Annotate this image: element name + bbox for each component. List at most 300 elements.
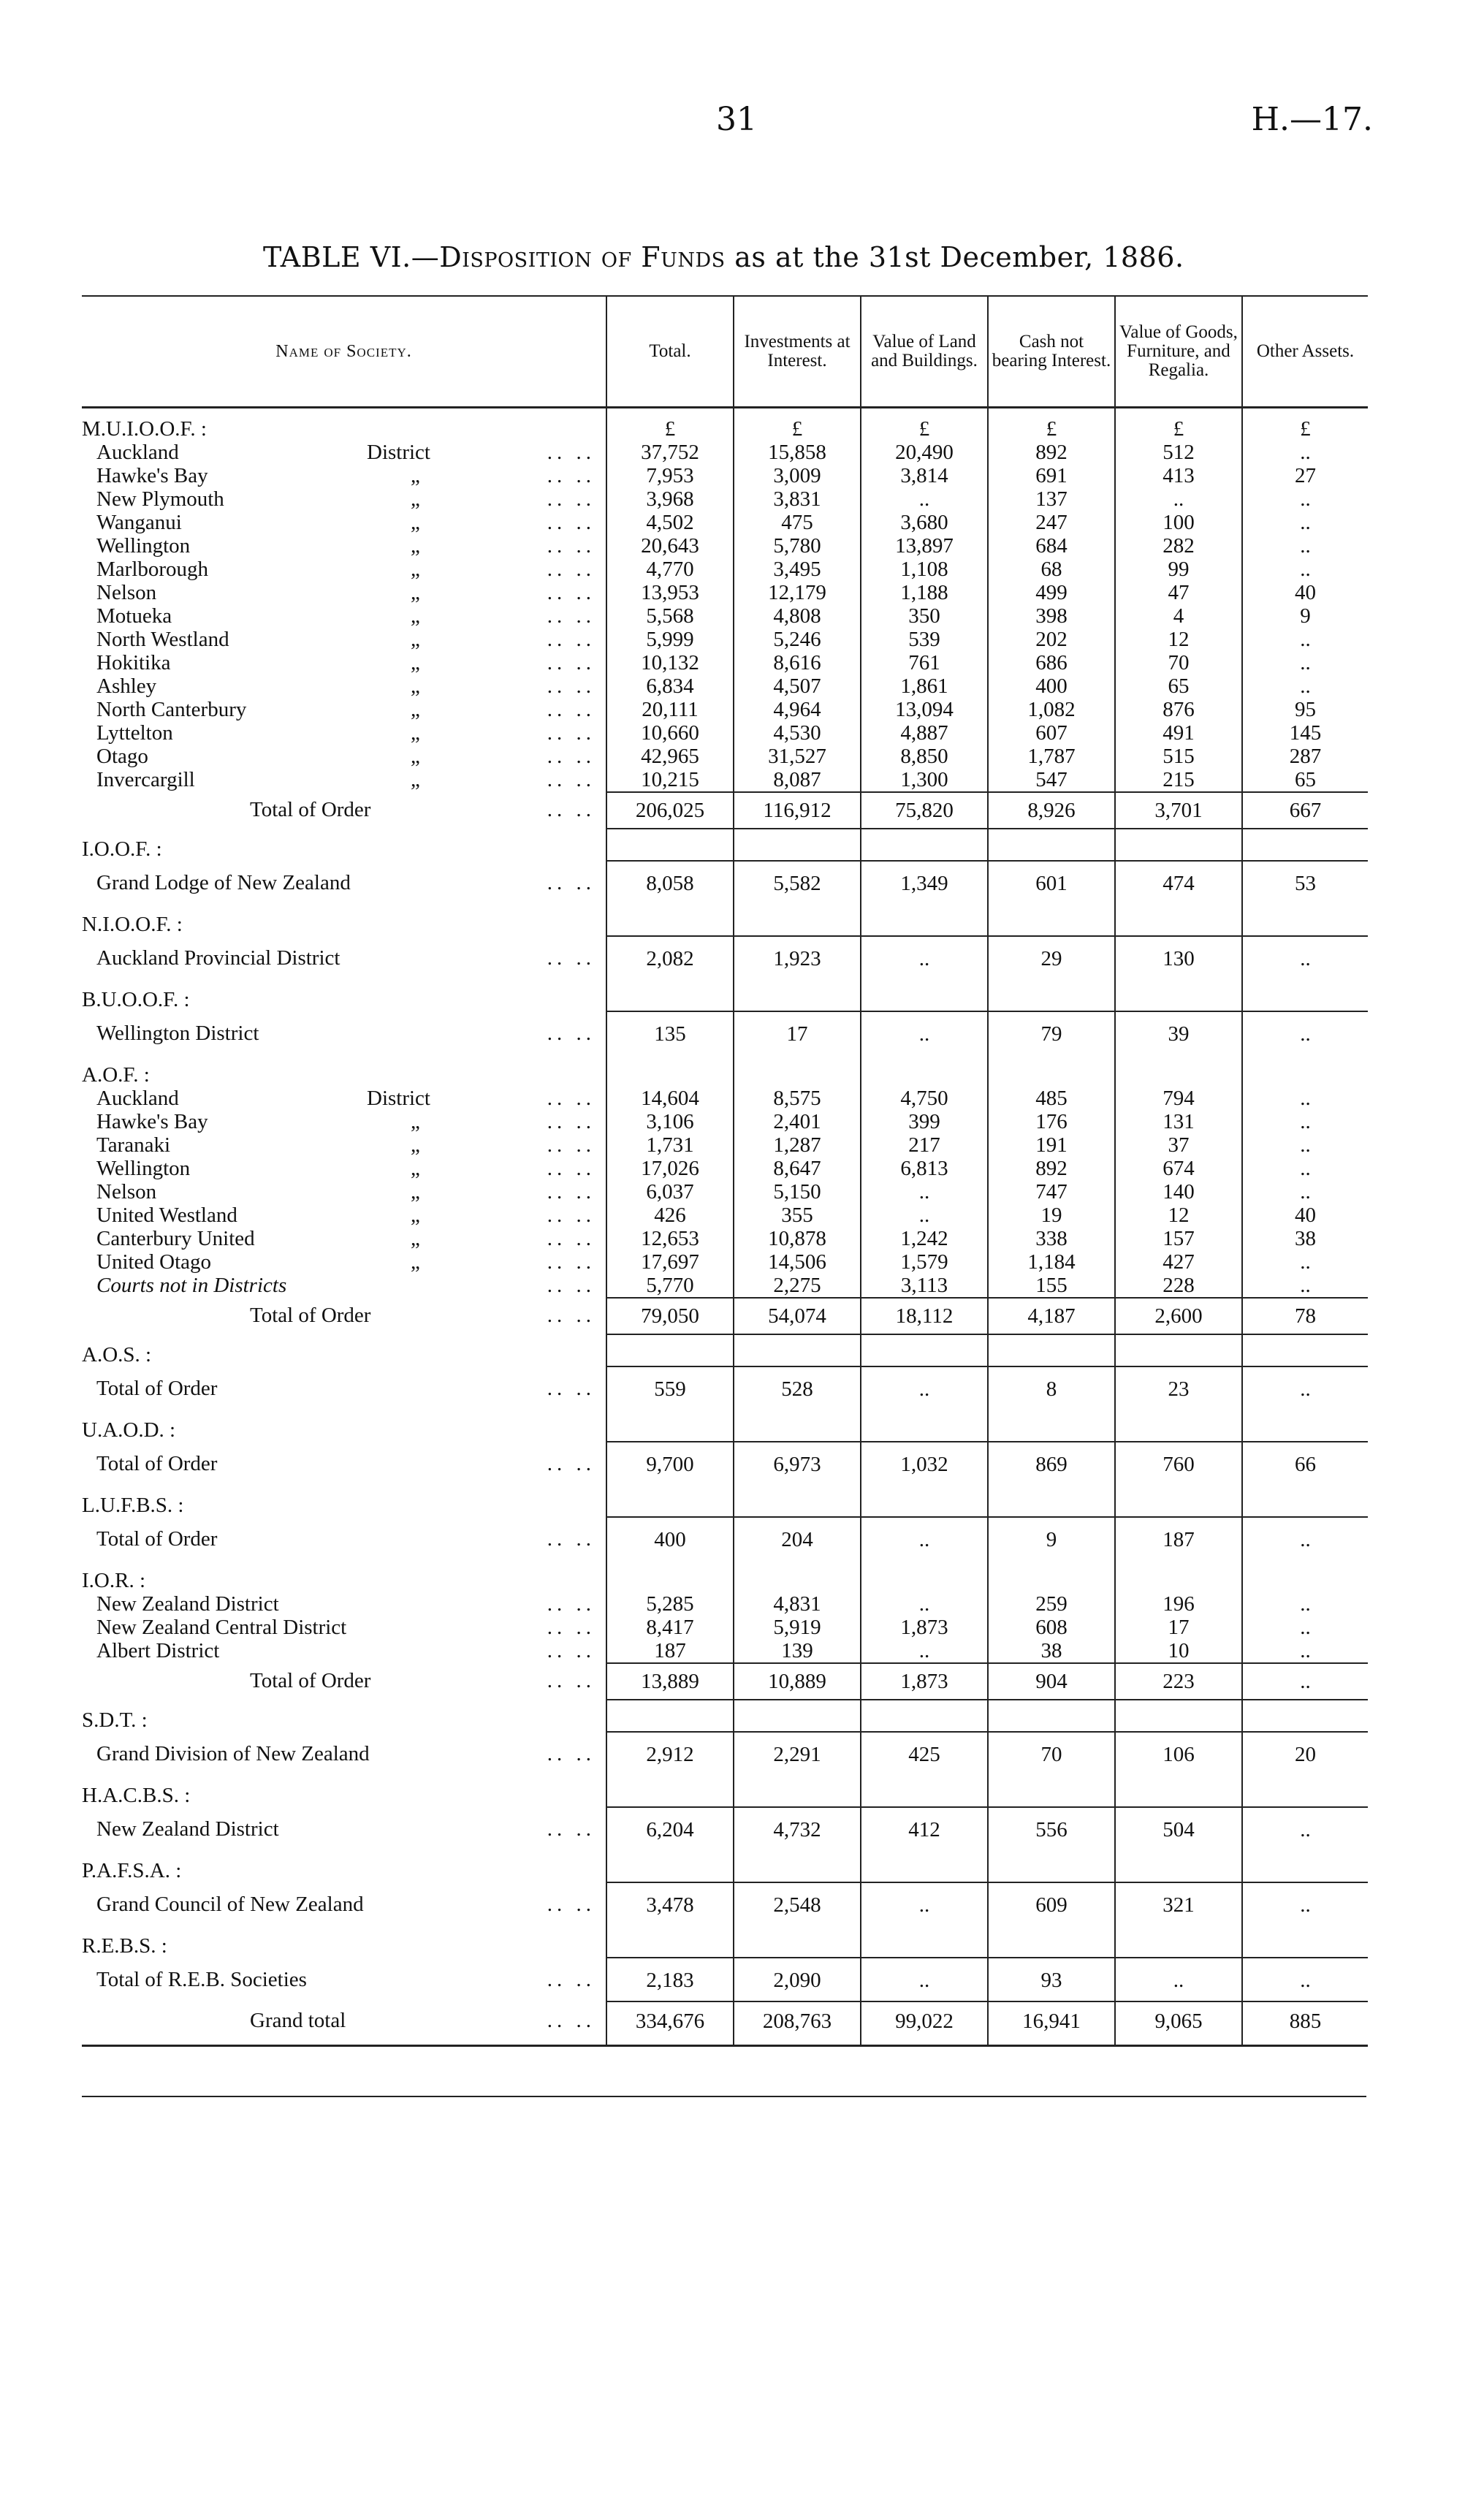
value-cell: 12,653 <box>606 1227 734 1250</box>
data-row <box>82 1732 1368 1775</box>
value-cell: 16,941 <box>988 2001 1115 2046</box>
empty-cell <box>1115 1850 1242 1882</box>
leader-dots: .. .. <box>547 1274 595 1297</box>
document-reference: H.—17. <box>1251 101 1373 138</box>
value-cell: 8,616 <box>734 651 861 674</box>
value-cell: 10,215 <box>606 768 734 792</box>
leader-dots: .. .. <box>547 1204 595 1227</box>
value-cell: 528 <box>734 1366 861 1410</box>
value-cell: 3,968 <box>606 487 734 511</box>
value-cell: 412 <box>861 1807 988 1850</box>
empty-cell <box>1242 1925 1368 1958</box>
empty-cell <box>734 979 861 1011</box>
value-cell: 206,025 <box>606 792 734 829</box>
row-name <box>96 1616 606 1639</box>
leader-dots: .. .. <box>547 441 595 464</box>
row-name-text: Total of Order <box>250 1304 371 1327</box>
row-name <box>96 1274 606 1297</box>
value-cell: .. <box>861 1366 988 1410</box>
value-cell: .. <box>1115 487 1242 511</box>
col-header-total: Total. <box>606 296 734 408</box>
value-cell: 8,575 <box>734 1087 861 1110</box>
value-cell: 15,858 <box>734 441 861 464</box>
row-name <box>250 1304 606 1327</box>
leader-dots: .. .. <box>547 604 595 628</box>
row-name-cell <box>82 1882 606 1925</box>
row-name <box>96 1227 606 1250</box>
row-name-text: Canterbury United <box>96 1227 255 1250</box>
value-cell: 2,275 <box>734 1274 861 1298</box>
row-name-cell <box>82 534 606 558</box>
society-label: M.U.I.O.O.F. : <box>82 417 207 441</box>
empty-cell <box>861 1775 988 1807</box>
value-cell: 282 <box>1115 534 1242 558</box>
value-cell: 491 <box>1115 721 1242 745</box>
value-cell: 17 <box>1115 1616 1242 1639</box>
data-row <box>82 1592 1368 1616</box>
empty-cell <box>734 1850 861 1882</box>
group-label-row <box>82 979 1368 1011</box>
value-cell: 204 <box>734 1517 861 1560</box>
row-name <box>96 511 606 534</box>
value-cell: 12 <box>1115 628 1242 651</box>
value-cell: .. <box>1242 1250 1368 1274</box>
value-cell: 137 <box>988 487 1115 511</box>
value-cell: 131 <box>1115 1110 1242 1133</box>
leader-dots: .. .. <box>547 511 595 534</box>
leader-dots: .. .. <box>547 1304 595 1327</box>
value-cell: 176 <box>988 1110 1115 1133</box>
data-row <box>82 1442 1368 1485</box>
value-cell: 247 <box>988 511 1115 534</box>
society-label: A.O.F. : <box>82 1063 150 1087</box>
row-name-text: Albert District <box>96 1639 220 1662</box>
empty-cell <box>734 1700 861 1732</box>
leader-dots: .. .. <box>547 1250 595 1274</box>
row-name-cell <box>82 1616 606 1639</box>
row-name <box>96 558 606 581</box>
leader-dots: .. .. <box>547 1817 595 1841</box>
row-name-cell <box>82 1592 606 1616</box>
value-cell: 398 <box>988 604 1115 628</box>
value-cell: 6,037 <box>606 1180 734 1204</box>
value-cell: 426 <box>606 1204 734 1227</box>
value-cell: 40 <box>1242 1204 1368 1227</box>
value-cell: .. <box>1242 1663 1368 1700</box>
value-cell: .. <box>1242 558 1368 581</box>
empty-cell <box>988 979 1115 1011</box>
row-name <box>96 441 606 464</box>
empty-cell <box>988 829 1115 861</box>
data-row <box>82 1517 1368 1560</box>
data-row <box>82 1204 1368 1227</box>
leader-dots: .. .. <box>547 1527 595 1551</box>
empty-cell <box>1242 1775 1368 1807</box>
row-name-cell <box>82 1517 606 1560</box>
society-label: S.D.T. : <box>82 1708 148 1732</box>
ditto-mark: „ <box>411 558 420 581</box>
value-cell: 1,349 <box>861 861 988 904</box>
value-cell: 3,680 <box>861 511 988 534</box>
value-cell: 95 <box>1242 698 1368 721</box>
data-row <box>82 604 1368 628</box>
value-cell: 70 <box>988 1732 1115 1775</box>
ditto-mark: „ <box>411 1250 420 1274</box>
data-row <box>82 861 1368 904</box>
data-row <box>82 1616 1368 1639</box>
value-cell: .. <box>861 1011 988 1054</box>
value-cell: .. <box>1242 487 1368 511</box>
value-cell: 14,506 <box>734 1250 861 1274</box>
empty-cell <box>1115 1925 1242 1958</box>
data-row <box>82 1227 1368 1250</box>
empty-cell <box>988 1700 1115 1732</box>
value-cell: 139 <box>734 1639 861 1663</box>
value-cell: .. <box>861 1958 988 2001</box>
empty-cell <box>861 1410 988 1442</box>
row-name <box>96 1110 606 1133</box>
leader-dots: .. .. <box>547 534 595 558</box>
row-name-cell <box>82 1639 606 1663</box>
row-name-text: New Zealand Central District <box>96 1616 347 1639</box>
value-cell: 485 <box>988 1087 1115 1110</box>
leader-dots: .. .. <box>547 1180 595 1204</box>
empty-cell <box>1242 1410 1368 1442</box>
row-name <box>96 1592 606 1616</box>
value-cell: 4,507 <box>734 674 861 698</box>
row-name <box>250 2009 606 2032</box>
row-name-text: North Westland <box>96 628 229 651</box>
data-row <box>82 721 1368 745</box>
empty-cell <box>988 904 1115 936</box>
ditto-mark: „ <box>411 721 420 745</box>
value-cell: 10 <box>1115 1639 1242 1663</box>
value-cell: 400 <box>988 674 1115 698</box>
value-cell: 667 <box>1242 792 1368 829</box>
empty-cell <box>1242 904 1368 936</box>
currency-symbol: £ <box>734 408 861 441</box>
empty-cell <box>734 829 861 861</box>
value-cell: 27 <box>1242 464 1368 487</box>
row-name-cell <box>82 936 606 979</box>
row-name-cell <box>82 628 606 651</box>
value-cell: 13,889 <box>606 1663 734 1700</box>
value-cell: 504 <box>1115 1807 1242 1850</box>
value-cell: 47 <box>1115 581 1242 604</box>
row-name-cell <box>82 1227 606 1250</box>
value-cell: 885 <box>1242 2001 1368 2046</box>
leader-dots: .. .. <box>547 628 595 651</box>
empty-cell <box>606 979 734 1011</box>
row-name-cell <box>82 1663 606 1700</box>
value-cell: .. <box>1242 674 1368 698</box>
value-cell: 556 <box>988 1807 1115 1850</box>
value-cell: 474 <box>1115 861 1242 904</box>
funds-table <box>82 295 1368 2047</box>
row-name-cell <box>82 674 606 698</box>
group-label-row <box>82 1850 1368 1882</box>
empty-cell <box>988 1850 1115 1882</box>
empty-cell <box>988 1485 1115 1517</box>
leader-dots: .. .. <box>547 1669 595 1692</box>
row-name <box>96 651 606 674</box>
value-cell: 425 <box>861 1732 988 1775</box>
empty-cell <box>734 1334 861 1366</box>
value-cell: 892 <box>988 441 1115 464</box>
value-cell: 70 <box>1115 651 1242 674</box>
value-cell: 892 <box>988 1157 1115 1180</box>
value-cell: 607 <box>988 721 1115 745</box>
empty-cell <box>606 1485 734 1517</box>
leader-dots: .. .. <box>547 1110 595 1133</box>
row-name <box>96 1377 606 1400</box>
value-cell: 68 <box>988 558 1115 581</box>
row-name-cell <box>82 721 606 745</box>
value-cell: 3,009 <box>734 464 861 487</box>
empty-cell <box>861 1560 988 1592</box>
value-cell: 187 <box>606 1639 734 1663</box>
value-cell: 99,022 <box>861 2001 988 2046</box>
currency-row <box>82 408 1368 441</box>
value-cell: 1,300 <box>861 768 988 792</box>
value-cell: 609 <box>988 1882 1115 1925</box>
value-cell: 8,417 <box>606 1616 734 1639</box>
table-body <box>82 408 1368 2046</box>
leader-dots: .. .. <box>547 1022 595 1045</box>
data-row <box>82 1882 1368 1925</box>
value-cell: .. <box>1242 1180 1368 1204</box>
value-cell: 6,834 <box>606 674 734 698</box>
column-header-row <box>82 296 1368 408</box>
ditto-mark: „ <box>411 604 420 628</box>
leader-dots: .. .. <box>547 1893 595 1916</box>
value-cell: 6,973 <box>734 1442 861 1485</box>
row-name-cell <box>82 651 606 674</box>
leader-dots: .. .. <box>547 1377 595 1400</box>
value-cell: 3,478 <box>606 1882 734 1925</box>
value-cell: 4,502 <box>606 511 734 534</box>
row-name <box>96 581 606 604</box>
data-row <box>82 1133 1368 1157</box>
row-name <box>96 1968 606 1991</box>
leader-dots: .. .. <box>547 1157 595 1180</box>
row-name <box>96 1452 606 1475</box>
data-row <box>82 651 1368 674</box>
value-cell: 5,568 <box>606 604 734 628</box>
empty-cell <box>1242 1560 1368 1592</box>
empty-cell <box>606 1925 734 1958</box>
value-cell: 1,861 <box>861 674 988 698</box>
value-cell: 2,082 <box>606 936 734 979</box>
row-name-cell <box>82 861 606 904</box>
row-name-cell <box>82 768 606 792</box>
ditto-mark: „ <box>411 1157 420 1180</box>
empty-cell <box>861 979 988 1011</box>
empty-cell <box>861 1850 988 1882</box>
value-cell: 7,953 <box>606 464 734 487</box>
value-cell: 8,850 <box>861 745 988 768</box>
value-cell: 2,183 <box>606 1958 734 2001</box>
empty-cell <box>1115 1485 1242 1517</box>
value-cell: 1,579 <box>861 1250 988 1274</box>
value-cell: 6,813 <box>861 1157 988 1180</box>
row-name-cell <box>82 1133 606 1157</box>
value-cell: 130 <box>1115 936 1242 979</box>
leader-dots: .. .. <box>547 2009 595 2032</box>
value-cell: 38 <box>988 1639 1115 1663</box>
value-cell: 145 <box>1242 721 1368 745</box>
row-name <box>96 534 606 558</box>
value-cell: 4,964 <box>734 698 861 721</box>
row-name <box>96 768 606 791</box>
value-cell: 65 <box>1242 768 1368 792</box>
value-cell: .. <box>861 1204 988 1227</box>
leader-dots: .. .. <box>547 674 595 698</box>
row-name-text: Wellington District <box>96 1022 259 1045</box>
value-cell: .. <box>861 1180 988 1204</box>
row-name-cell <box>82 1442 606 1485</box>
empty-cell <box>1115 829 1242 861</box>
row-name-text: Total of Order <box>96 1377 218 1400</box>
grand-total-row <box>82 2001 1368 2046</box>
row-name <box>96 628 606 651</box>
value-cell: 601 <box>988 861 1115 904</box>
value-cell: 1,873 <box>861 1616 988 1639</box>
table-title: TABLE VI.—Disposition of Funds as at the 31st December, 1886. <box>263 241 1184 273</box>
row-name <box>250 798 606 821</box>
empty-cell <box>1242 979 1368 1011</box>
row-name-text: Wellington <box>96 534 191 558</box>
value-cell: .. <box>861 1592 988 1616</box>
row-name-text: Grand total <box>250 2009 346 2032</box>
leader-dots: .. .. <box>547 464 595 487</box>
row-name-text: United Otago <box>96 1250 212 1274</box>
empty-cell <box>734 1560 861 1592</box>
currency-symbol: £ <box>861 408 988 441</box>
value-cell: 155 <box>988 1274 1115 1298</box>
value-cell: 691 <box>988 464 1115 487</box>
total-row <box>82 792 1368 829</box>
group-label-row <box>82 1054 1368 1087</box>
value-cell: 259 <box>988 1592 1115 1616</box>
ditto-mark: „ <box>411 464 420 487</box>
row-name-text: Total of Order <box>96 1452 218 1475</box>
row-name <box>96 1133 606 1157</box>
leader-dots: .. .. <box>547 558 595 581</box>
group-label-row <box>82 1775 1368 1807</box>
data-row <box>82 1180 1368 1204</box>
value-cell: 1,731 <box>606 1133 734 1157</box>
row-name-text: Auckland <box>96 441 179 464</box>
empty-cell <box>606 1410 734 1442</box>
leader-dots: .. .. <box>547 1087 595 1110</box>
row-name-cell <box>82 698 606 721</box>
empty-cell <box>606 1775 734 1807</box>
empty-cell <box>606 1054 734 1087</box>
currency-symbol: £ <box>988 408 1115 441</box>
leader-dots: .. .. <box>547 768 595 791</box>
row-name <box>96 487 606 511</box>
society-label: I.O.O.F. : <box>82 837 162 861</box>
currency-symbol: £ <box>1115 408 1242 441</box>
value-cell: 287 <box>1242 745 1368 768</box>
bottom-rule <box>82 2096 1366 2097</box>
ditto-mark: „ <box>411 534 420 558</box>
data-row <box>82 674 1368 698</box>
data-row <box>82 441 1368 464</box>
group-label-row <box>82 1925 1368 1958</box>
leader-dots: .. .. <box>547 487 595 511</box>
value-cell: 515 <box>1115 745 1242 768</box>
value-cell: 12 <box>1115 1204 1242 1227</box>
row-name-text: Total of Order <box>96 1527 218 1551</box>
value-cell: 4,750 <box>861 1087 988 1110</box>
value-cell: 1,787 <box>988 745 1115 768</box>
data-row <box>82 511 1368 534</box>
leader-dots: .. .. <box>547 798 595 821</box>
empty-cell <box>1242 1700 1368 1732</box>
row-name <box>96 1817 606 1841</box>
row-name <box>96 745 606 768</box>
empty-cell <box>988 1560 1115 1592</box>
value-cell: .. <box>1242 534 1368 558</box>
ditto-mark: „ <box>411 581 420 604</box>
empty-cell <box>734 1054 861 1087</box>
value-cell: 674 <box>1115 1157 1242 1180</box>
ditto-mark: „ <box>411 768 420 791</box>
row-name-cell <box>82 1250 606 1274</box>
value-cell: 338 <box>988 1227 1115 1250</box>
society-label: H.A.C.B.S. : <box>82 1784 191 1807</box>
empty-cell <box>988 1410 1115 1442</box>
value-cell: 37 <box>1115 1133 1242 1157</box>
value-cell: 499 <box>988 581 1115 604</box>
row-name-text: Nelson <box>96 581 157 604</box>
row-name <box>96 871 606 894</box>
value-cell: 187 <box>1115 1517 1242 1560</box>
value-cell: 2,600 <box>1115 1298 1242 1334</box>
value-cell: 191 <box>988 1133 1115 1157</box>
col-header-other: Other Assets. <box>1242 296 1368 408</box>
leader-dots: .. .. <box>547 1592 595 1616</box>
row-name-text: Marlborough <box>96 558 209 581</box>
row-name-text: Motueka <box>96 604 172 628</box>
data-row <box>82 1807 1368 1850</box>
row-name <box>96 1639 606 1662</box>
empty-cell <box>1242 1054 1368 1087</box>
total-row <box>82 1663 1368 1700</box>
value-cell: .. <box>1242 1807 1368 1850</box>
ditto-mark: „ <box>411 487 420 511</box>
currency-symbol: £ <box>1242 408 1368 441</box>
row-name-cell <box>82 487 606 511</box>
row-name <box>96 1527 606 1551</box>
row-name <box>250 1669 606 1692</box>
society-label: U.A.O.D. : <box>82 1418 176 1442</box>
value-cell: 5,999 <box>606 628 734 651</box>
leader-dots: .. .. <box>547 581 595 604</box>
value-cell: 427 <box>1115 1250 1242 1274</box>
value-cell: 8 <box>988 1366 1115 1410</box>
data-row <box>82 1157 1368 1180</box>
row-name-text: North Canterbury <box>96 698 247 721</box>
empty-cell <box>606 1560 734 1592</box>
value-cell: 54,074 <box>734 1298 861 1334</box>
ditto-mark: „ <box>411 1204 420 1227</box>
row-name-text: Lyttelton <box>96 721 173 745</box>
empty-cell <box>606 1850 734 1882</box>
row-name <box>96 946 606 970</box>
